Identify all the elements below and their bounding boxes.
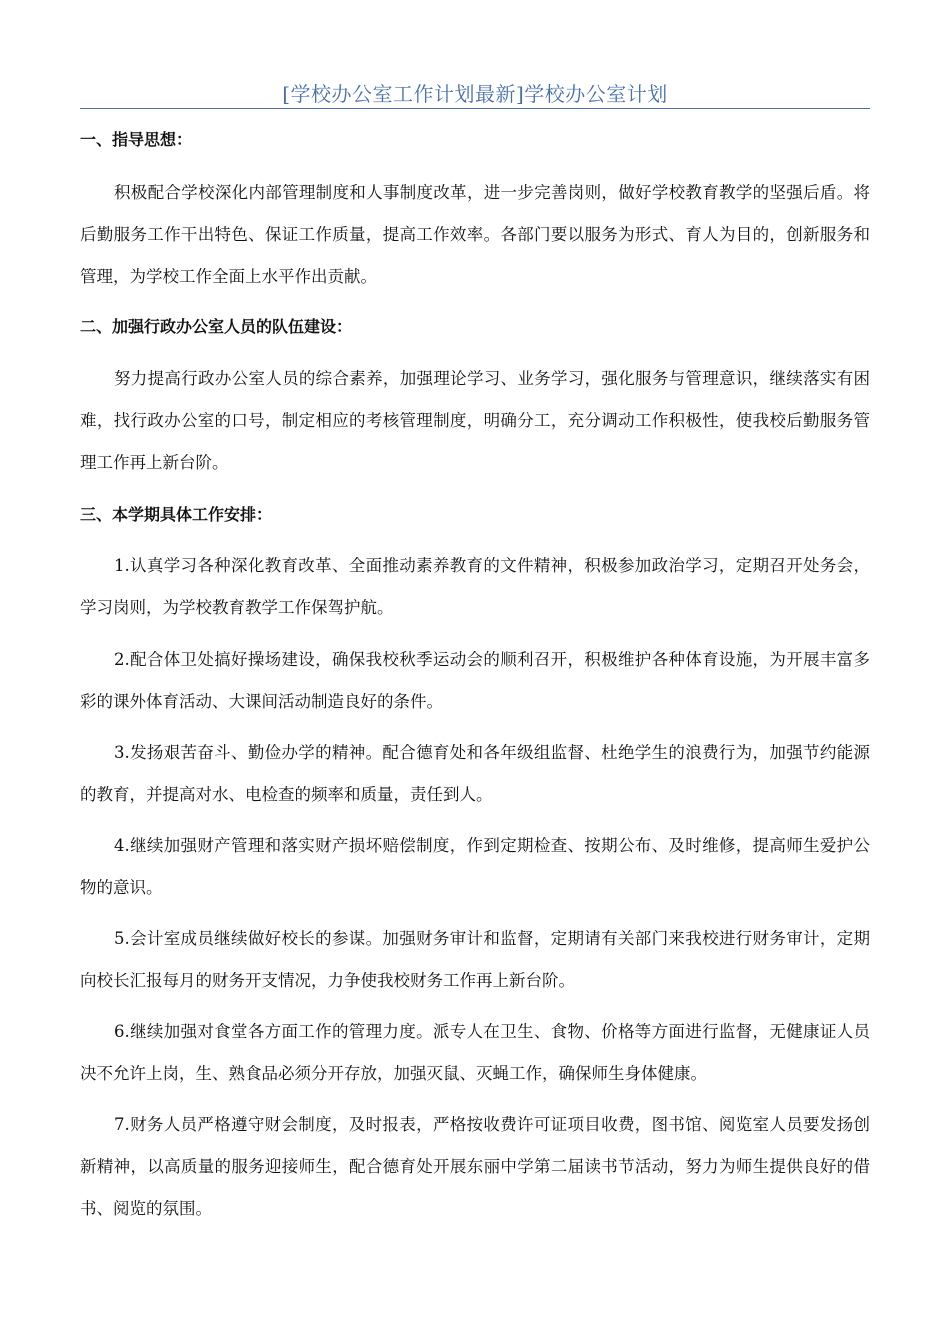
list-item: 2.配合体卫处搞好操场建设，确保我校秋季运动会的顺利召开，积极维护各种体育设施，为开展丰富多彩的课外体育活动、大课间活动制造良好的条件。 — [80, 650, 870, 711]
section-heading-work-arrangement: 三、本学期具体工作安排： — [80, 505, 273, 524]
list-item: 3.发扬艰苦奋斗、勤俭办学的精神。配合德育处和各年级组监督、杜绝学生的浪费行为，加强节约能源的教育，并提高对水、电检查的频率和质量，责任到人。 — [80, 743, 870, 804]
list-item: 4.继续加强财产管理和落实财产损坏赔偿制度，作到定期检查、按期公布、及时维修，提高师生爱护公物的意识。 — [80, 836, 870, 897]
section-heading-guiding-ideology: 一、指导思想： — [80, 130, 193, 149]
paragraph: 积极配合学校深化内部管理制度和人事制度改革，进一步完善岗则，做好学校教育教学的坚强后盾。将后勤服务工作干出特色、保证工作质量，提高工作效率。各部门要以服务为形式、育人为目的，创新服务和管理，为学校工作全面上水平作出贡献。 — [80, 183, 870, 286]
section-heading-team-building: 二、加强行政办公室人员的队伍建设： — [80, 317, 353, 336]
list-item: 1.认真学习各种深化教育改革、全面推动素养教育的文件精神，积极参加政治学习，定期召开处务会，学习岗则，为学校教育教学工作保驾护航。 — [80, 556, 870, 617]
title-divider — [80, 108, 870, 109]
list-item: 5.会计室成员继续做好校长的参谋。加强财务审计和监督，定期请有关部门来我校进行财务审计，定期向校长汇报每月的财务开支情况，力争使我校财务工作再上新台阶。 — [80, 929, 870, 990]
list-item: 7.财务人员严格遵守财会制度，及时报表，严格按收费许可证项目收费，图书馆、阅览室人员要发扬创新精神，以高质量的服务迎接师生，配合德育处开展东丽中学第二届读书节活动，努力为师生提供良好的借书、阅览的氛围。 — [80, 1115, 870, 1218]
page-title: [学校办公室工作计划最新]学校办公室计划 — [282, 82, 668, 106]
list-item: 6.继续加强对食堂各方面工作的管理力度。派专人在卫生、食物、价格等方面进行监督，无健康证人员决不允许上岗，生、熟食品必须分开存放，加强灭鼠、灭蝇工作，确保师生身体健康。 — [80, 1022, 870, 1083]
paragraph: 努力提高行政办公室人员的综合素养，加强理论学习、业务学习，强化服务与管理意识，继续落实有困难，找行政办公室的口号，制定相应的考核管理制度，明确分工，充分调动工作积极性，使我校后勤服务管理工作再上新台阶。 — [80, 369, 870, 472]
